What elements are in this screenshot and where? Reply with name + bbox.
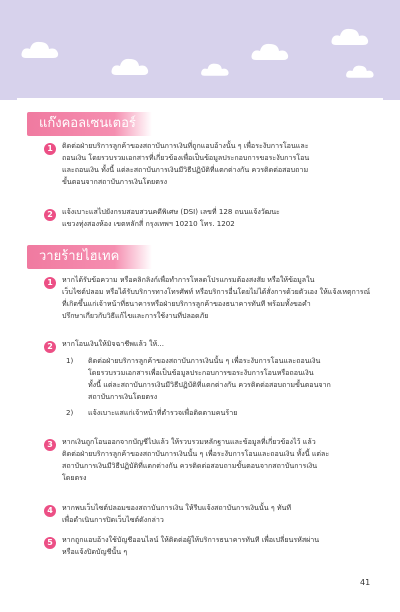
- item-number-badge: 5: [44, 537, 56, 549]
- section-title-hightech-villain: วายร้ายไฮเทค: [27, 245, 152, 269]
- cloud-icon: [110, 55, 150, 77]
- sub-list-item: แจ้งเบาะแสแก่เจ้าหน้าที่ตำรวจเพื่อติดตามคนร้าย: [88, 408, 238, 417]
- cloud-icon: [200, 60, 230, 78]
- cloud-icon: [20, 38, 60, 60]
- cloud-icon: [345, 62, 375, 80]
- page-number: 41: [360, 578, 371, 587]
- item-number-badge: 1: [44, 277, 56, 289]
- item-number-badge: 1: [44, 143, 56, 155]
- list-item: แจ้งเบาะแสไปยังกรมสอบสวนคดีพิเศษ (DSI) เลขที่ 128 ถนนแจ้งวัฒนะ แขวงทุ่งสองห้อง เขตหลักสี่ กรุงเทพฯ 10210 โทร. 1202: [62, 207, 280, 228]
- cloud-icon: [250, 40, 290, 62]
- section-title-call-center: แก๊งคอลเซนเตอร์: [27, 112, 152, 136]
- sky-background: [0, 0, 400, 100]
- item-number-badge: 3: [44, 439, 56, 451]
- list-item: หากพบเว็บไซต์ปลอมของสถาบันการเงิน ให้รีบแจ้งสถาบันการเงินนั้น ๆ ทันที เพื่อดำเนินการปิดเว็บไซต์ดังกล่าว: [62, 503, 292, 524]
- list-item: หากได้รับข้อความ หรือคลิกลิงก์เพื่อทำการโหลดโปรแกรมต้องสงสัย หรือให้ข้อมูลใน เว็บไซต์ปลอม หรือได้รับบริการทางโทรศัพท์ หรือบริการอื่นโดยไม่ได้สั่งการด้วยตัวเอง ให้แจ้งเหตุการณ์ ที่เกิดขึ้นแก่เจ้าหน้าที่ธนาคารหรือฝ่ายบริการลูกค้าของธนาคารทันที พร้อมทั้งขอคำ ปรึกษาเกี่ยวกับวิธีแก้ไขและการใช้งานที่ปลอดภัย: [62, 275, 371, 320]
- list-item: หากโอนเงินให้มิจฉาชีพแล้ว ให้...: [62, 339, 164, 348]
- sub-item-label: 1): [66, 356, 74, 365]
- item-number-badge: 2: [44, 209, 56, 221]
- list-item: ติดต่อฝ่ายบริการลูกค้าของสถาบันการเงินที่ถูกแอบอ้างนั้น ๆ เพื่อระงับการโอนและ ถอนเงิน โดยรวบรวมเอกสารที่เกี่ยวข้องเพื่อเป็นข้อมูลประกอบการขอระงับการโอน และถอนเงิน ทั้งนี้ แต่ละสถาบันการเงินมีวิธีปฏิบัติที่แตกต่างกัน ควรติดต่อสอบถาม ขั้นตอนจากสถาบันการเงินโดยตรง: [62, 141, 310, 186]
- list-item: หากถูกแอบอ้างใช้บัญชีออนไลน์ ให้ติดต่อผู้ให้บริการธนาคารทันที เพื่อเปลี่ยนรหัสผ่าน หรือแจ้งปิดบัญชีนั้น ๆ: [62, 535, 320, 556]
- item-number-badge: 2: [44, 341, 56, 353]
- list-item: หากเงินถูกโอนออกจากบัญชีไปแล้ว ให้รวบรวมหลักฐานและข้อมูลที่เกี่ยวข้องไว้ แล้ว ติดต่อฝ่ายบริการลูกค้าของสถาบันการเงินนั้น ๆ เพื่อระงับการโอนและถอนเงิน ทั้งนี้ แต่ละ สถาบันการเงินมีวิธีปฏิบัติที่แตกต่างกัน ควรติดต่อสอบถามขั้นตอนจากสถาบันการเงิน โดยตรง: [62, 437, 330, 482]
- item-number-badge: 4: [44, 505, 56, 517]
- sub-list-item: ติดต่อฝ่ายบริการลูกค้าของสถาบันการเงินนั้น ๆ เพื่อระงับการโอนและถอนเงิน โดยรวบรวมเอกสารเพื่อเป็นข้อมูลประกอบการขอระงับการโอนหรือถอนเงิน ทั้งนี้ แต่ละสถาบันการเงินมีวิธีปฏิบัติที่แตกต่างกัน ควรติดต่อสอบถามขั้นตอนจาก สถาบันการเงินโดยตรง: [88, 356, 331, 401]
- cloud-icon: [330, 25, 370, 47]
- sub-item-label: 2): [66, 408, 74, 417]
